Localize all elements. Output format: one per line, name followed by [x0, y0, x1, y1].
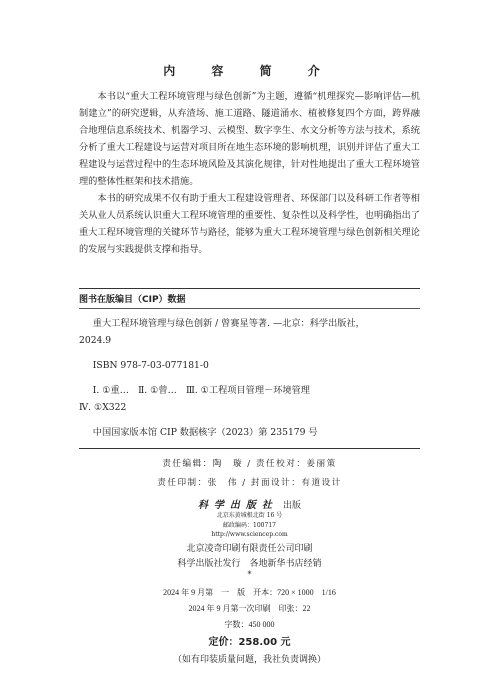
cip-block: [79, 315, 420, 441]
publisher-website: http://www.sciencep.com: [211, 531, 288, 538]
publisher-logo: 科学出版社: [197, 500, 278, 511]
publisher-suffix: 出版: [283, 501, 302, 511]
cip-subject-line-2: Ⅳ. ①X322: [79, 402, 127, 413]
quality-note: （如有印装质量问题，我社负责调换）: [172, 655, 326, 665]
price: 定价：258.00 元: [208, 637, 291, 648]
distributor: 科学出版社发行 各地新华书店经销: [177, 559, 322, 569]
publisher-address-block: [0, 511, 499, 540]
cip-bottom-rule: [79, 448, 420, 449]
cip-title-rule: [79, 308, 420, 309]
credits-production: 责任印制：张 伟 / 封面设计：有道设计: [157, 478, 342, 488]
printer: 北京凌奇印刷有限责任公司印刷: [186, 544, 313, 554]
cip-isbn: ISBN 978-7-03-077181-0: [92, 360, 209, 371]
edition-info: [0, 585, 499, 633]
publisher-address: 北京东黄城根北街 16 号: [216, 512, 283, 519]
publisher-line: [0, 493, 499, 512]
intro-paragraph-1: 本书以“重大工程环境管理与绿色创新”为主题，遵循“机理探究—影响评估—机制建立”的研究逻辑，从弃渣场、施工道路、隧道涌水、植被修复四个方面，跨界融合地理信息系统技术、机器学习、云模型、数字孪生、水文分析等方法与技术，系统分析了重大工程建设与运营对项目所在地生态环境的影响机理，识别并评估了重大工程建设与运营过程中的生态环境风险及其演化规律，针对性地提出了重大工程环境管理的整体性框架和技术措施。: [79, 91, 420, 187]
credits-editors: 责任编辑：陶 璇 / 责任校对：姜丽策: [162, 459, 337, 469]
intro-title: 内 容 简 介: [163, 64, 336, 78]
print-distribution: [0, 542, 499, 572]
publisher-postcode: 邮政编码：100717: [223, 521, 276, 529]
word-count: 字数：450 000: [224, 620, 275, 629]
cip-top-rule: [79, 288, 420, 289]
intro-paragraph-2: 本书的研究成果不仅有助于重大工程建设管理者、环保部门以及科研工作者等相关从业人员系统认识重大工程环境管理的重要性、复杂性以及科学性，也明确指出了重大工程环境管理的关键环节与路径，能够为重大工程环境管理与绿色创新相关理论的发展与实践提供支撑和指导。: [79, 193, 420, 255]
credits: [0, 455, 499, 493]
cip-citation-line-1: 重大工程环境管理与绿色创新 / 曾赛星等著. —北京：科学出版社，: [92, 318, 365, 329]
edition-line-2: 2024 年 9 月第一次印刷 印张：22: [188, 604, 311, 613]
edition-line-1: 2024 年 9 月第 一 版 开本：720 × 1000 1/16: [163, 588, 336, 597]
intro-text: [79, 88, 420, 258]
cip-subject-line-1: Ⅰ. ①重… Ⅱ. ①曾… Ⅲ. ①工程项目管理－环境管理: [92, 385, 310, 396]
separator-star: *: [247, 570, 252, 579]
cip-number: 中国国家版本馆 CIP 数据核字（2023）第 235179 号: [92, 427, 318, 438]
cip-title: 图书在版编目（CIP）数据: [79, 295, 186, 305]
cip-citation-line-2: 2024.9: [79, 335, 112, 346]
